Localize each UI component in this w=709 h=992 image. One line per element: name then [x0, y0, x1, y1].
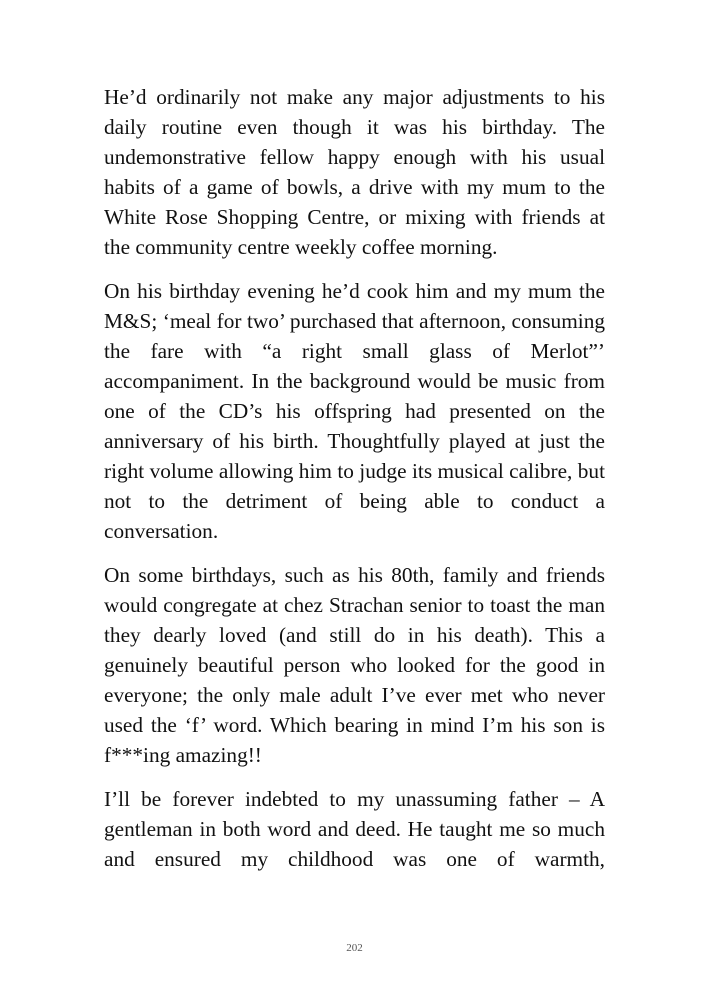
paragraph-1: He’d ordinarily not make any major adjustments to his daily routine even though it was his birthday. The undemonstrative fellow happy enough with his usual habits of a game of bowls, a drive with my mum to the White Rose Shopping Centre, or mixing with friends at the community centre weekly coffee morning.	[104, 85, 605, 259]
paragraph-2: On his birthday evening he’d cook him and my mum the M&S; ‘meal for two’ purchased that afternoon, consuming the fare with “a right small glass of Merlot”’ accompaniment. In the background would be music from one of the CD’s his offspring had presented on the anniversary of his birth. Thoughtfully played at just the right volume allowing him to judge its musical calibre, but not to the detriment of being able to conduct a conversation.	[104, 279, 605, 543]
paragraph-3: On some birthdays, such as his 80th, family and friends would congregate at chez Strachan senior to toast the man they dearly loved (and still do in his death). This a genuinely beautiful person who looked for the good in everyone; the only male adult I’ve ever met who never used the ‘f’ word. Which bearing in mind I’m his son is f***ing amazing!!	[104, 563, 605, 767]
paragraph-4: I’ll be forever indebted to my unassuming father – A gentleman in both word and deed. He taught me so much and ensured my childhood was one of warmth,	[104, 787, 605, 871]
page-number: 202	[346, 942, 363, 954]
body-text	[104, 82, 605, 888]
